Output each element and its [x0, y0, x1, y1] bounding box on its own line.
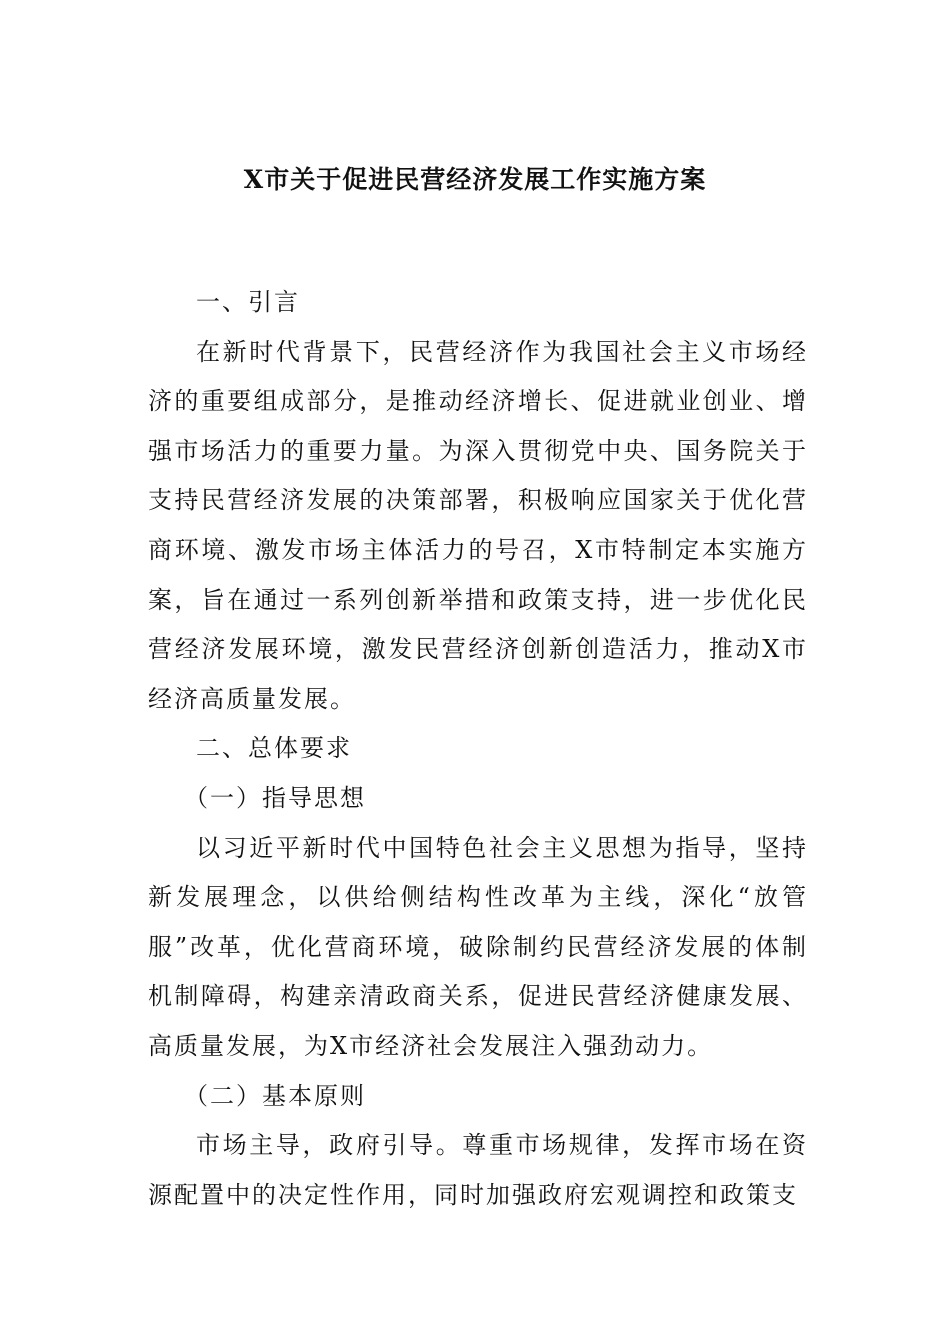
- subsection-heading: （二）基本原则: [184, 1081, 366, 1110]
- document-body: [148, 278, 808, 1220]
- paragraph: 在新时代背景下，民营经济作为我国社会主义市场经济的重要组成部分，是推动经济增长、促进就业创业、增强市场活力的重要力量。为深入贯彻党中央、国务院关于支持民营经济发展的决策部署，积极响应国家关于优化营商环境、激发市场主体活力的号召，X市特制定本实施方案，旨在通过一系列创新举措和政策支持，进一步优化民营经济发展环境，激发民营经济创新创造活力，推动X市经济高质量发展。: [148, 337, 808, 713]
- section-heading: 二、总体要求: [196, 734, 352, 763]
- paragraph: 以习近平新时代中国特色社会主义思想为指导，坚持新发展理念，以供给侧结构性改革为主线，深化“放管服”改革，优化营商环境，破除制约民营经济发展的体制机制障碍，构建亲清政商关系，促进民营经济健康发展、高质量发展，为X市经济社会发展注入强劲动力。: [148, 833, 808, 1060]
- paragraph: 市场主导，政府引导。尊重市场规律，发挥市场在资源配置中的决定性作用，同时加强政府宏观调控和政策支: [148, 1131, 808, 1209]
- section-heading: 一、引言: [196, 288, 300, 316]
- subsection-heading: （一）指导思想: [184, 783, 366, 812]
- document-title: X市关于促进民营经济发展工作实施方案: [243, 165, 707, 194]
